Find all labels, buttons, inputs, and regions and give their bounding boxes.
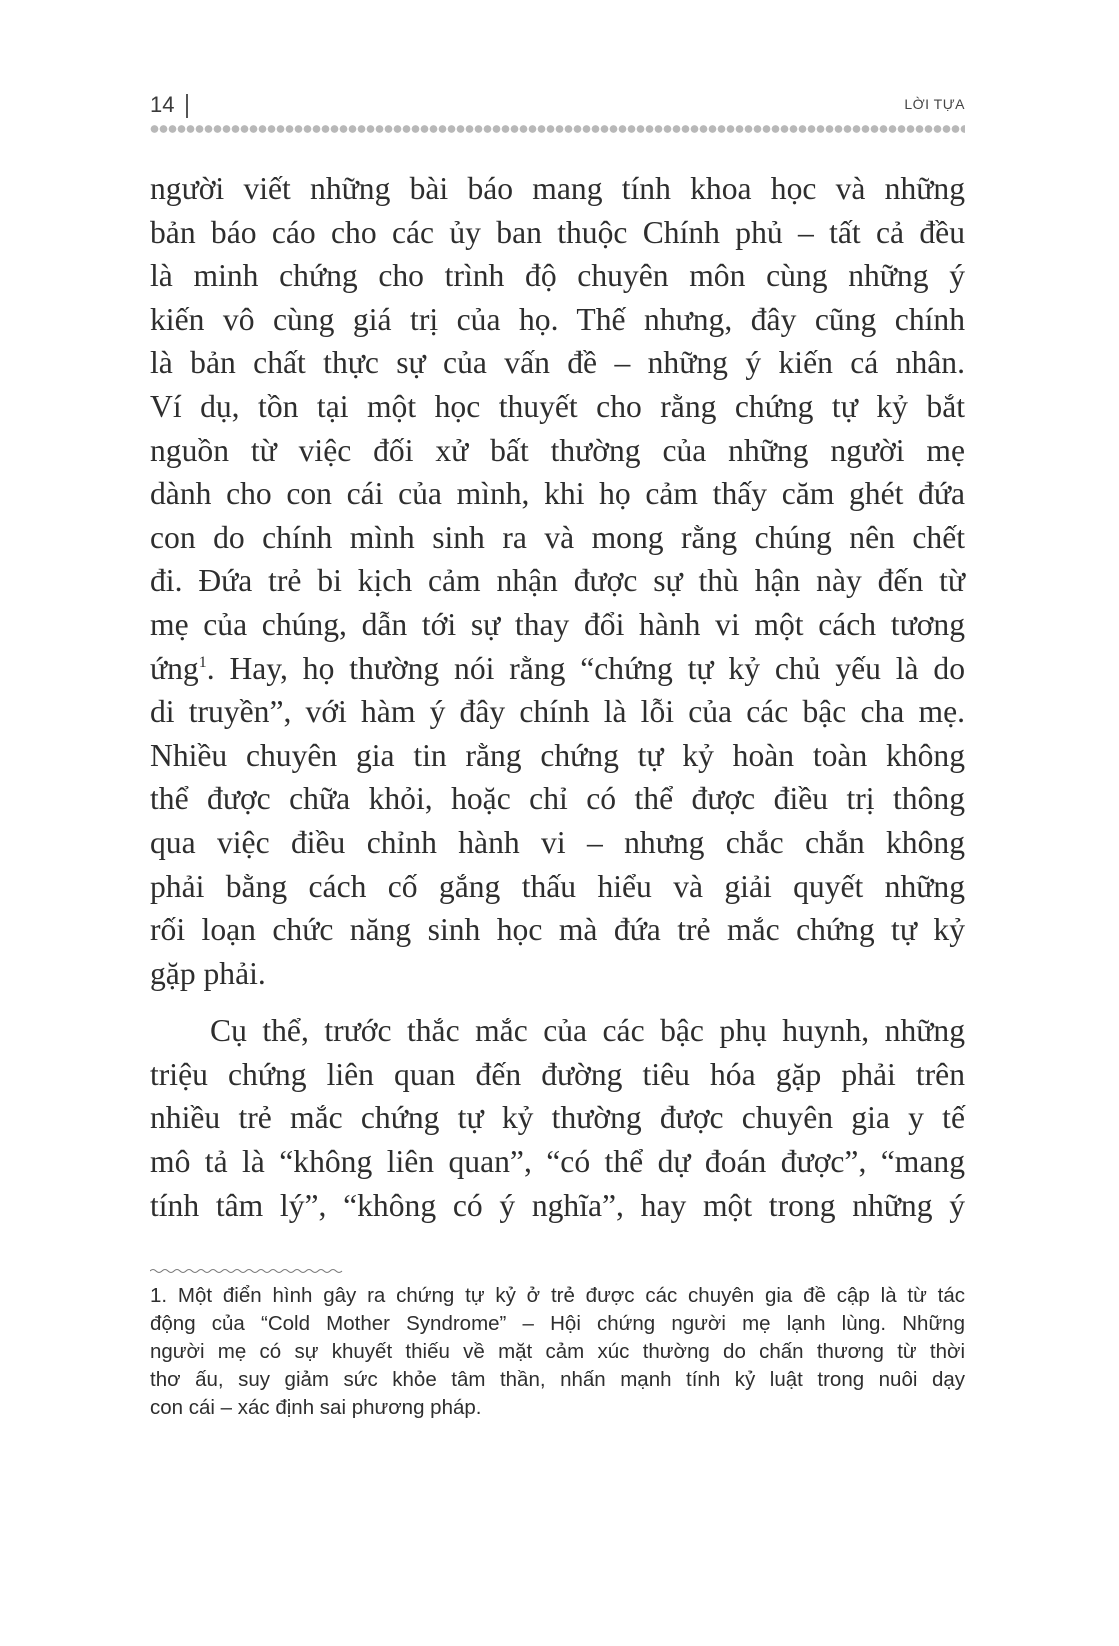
body-line: tính tâm lý”, “không có ý nghĩa”, hay một trong những ý (150, 1187, 965, 1223)
footnote-wavy-rule (150, 1268, 345, 1274)
body-line: đi. Đứa trẻ bi kịch cảm nhận được sự thù hận này đến từ (150, 563, 965, 599)
page-number-separator (186, 94, 188, 118)
paragraph-gap (150, 995, 965, 1009)
body-line: người viết những bài báo mang tính khoa học và những (150, 171, 965, 206)
body-line: thể được chữa khỏi, hoặc chỉ có thể được điều trị thông (150, 781, 965, 817)
body-line: là bản chất thực sự của vấn đề – những ý kiến cá nhân. (150, 345, 965, 381)
body-line: Nhiều chuyên gia tin rằng chứng tự kỷ hoàn toàn không (150, 737, 965, 773)
body-text-fragment: . Hay, họ thường nói rằng “chứng tự kỷ chủ yếu là do (206, 650, 965, 686)
page-header (150, 92, 965, 122)
body-line: nguồn từ việc đối xử bất thường của những người mẹ (150, 432, 965, 468)
body-line: triệu chứng liên quan đến đường tiêu hóa gặp phải trên (150, 1056, 965, 1092)
body-line: dành cho con cái của mình, khi họ cảm thấy căm ghét đứa (150, 476, 965, 512)
body-line: rối loạn chức năng sinh học mà đứa trẻ mắc chứng tự kỷ (150, 912, 965, 948)
footnote-line: người mẹ có sự khuyết thiếu về mặt cảm xúc thường do chấn thương từ thời (150, 1340, 965, 1363)
footnote-line: thơ ấu, suy giảm sức khỏe tâm thần, nhấn mạnh tính kỷ luật trong nuôi dạy (150, 1368, 965, 1391)
footnote (150, 1282, 965, 1422)
body-line-last: gặp phải. (150, 955, 266, 991)
footnote-line-last: con cái – xác định sai phương pháp. (150, 1396, 482, 1419)
body-line: là minh chứng cho trình độ chuyên môn cùng những ý (150, 258, 965, 294)
body-line: qua việc điều chỉnh hành vi – nhưng chắc chắn không (150, 824, 965, 860)
body-line: mô tả là “không liên quan”, “có thể dự đoán được”, “mang (150, 1144, 965, 1180)
footnote-line: động của “Cold Mother Syndrome” – Hội chứng người mẹ lạnh lùng. Những (150, 1312, 965, 1335)
body-line: mẹ của chúng, dẫn tới sự thay đổi hành vi một cách tương (150, 606, 965, 642)
body-line: nhiều trẻ mắc chứng tự kỷ thường được chuyên gia y tế (150, 1100, 965, 1136)
body-line: phải bằng cách cố gắng thấu hiểu và giải quyết những (150, 868, 965, 904)
footnote-reference[interactable]: 1 (198, 653, 207, 671)
body-line: bản báo cáo cho các ủy ban thuộc Chính phủ – tất cả đều (150, 214, 965, 250)
page-number: 14 (150, 92, 175, 117)
body-text-fragment: ứng (150, 650, 199, 686)
body-line-with-footnote-ref (150, 647, 965, 691)
body-line: kiến vô cùng giá trị của họ. Thế nhưng, đây cũng chính (150, 301, 965, 337)
body-line: Ví dụ, tồn tại một học thuyết cho rằng chứng tự kỷ bắt (150, 388, 965, 424)
body-line: di truyền”, với hàm ý đây chính là lỗi của các bậc cha mẹ. (150, 694, 965, 730)
body-text (150, 167, 965, 1227)
section-title: LỜI TỰA (904, 96, 965, 112)
header-dotted-rule (150, 124, 965, 134)
body-line: con do chính mình sinh ra và mong rằng chúng nên chết (150, 519, 965, 555)
footnote-line: 1. Một điển hình gây ra chứng tự kỷ ở trẻ được các chuyên gia đề cập là từ tác (150, 1284, 965, 1307)
body-line-indented: Cụ thể, trước thắc mắc của các bậc phụ huynh, những (210, 1013, 965, 1049)
